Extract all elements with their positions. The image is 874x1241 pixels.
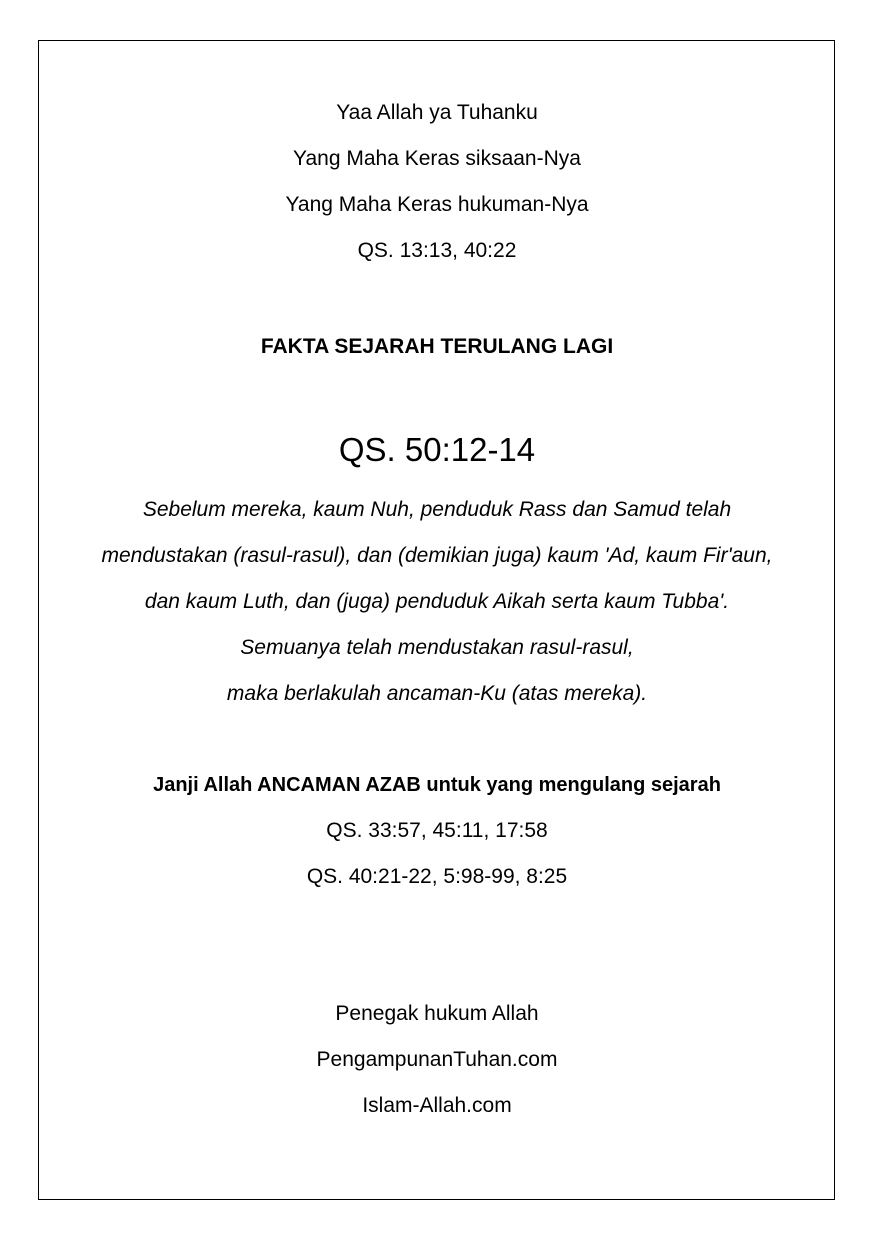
intro-line: Yaa Allah ya Tuhanku [336, 101, 538, 124]
warning-title: Janji Allah ANCAMAN AZAB untuk yang mengulang sejarah [153, 774, 721, 796]
verse-line: dan kaum Luth, dan (juga) penduduk Aikah serta kaum Tubba'. [144, 590, 730, 613]
footer-line: Penegak hukum Allah [335, 1002, 539, 1025]
warning-reference: QS. 33:57, 45:11, 17:58 [326, 819, 548, 842]
footer-website: PengampunanTuhan.com [316, 1048, 558, 1071]
verse-line: Sebelum mereka, kaum Nuh, penduduk Rass dan Samud telah [142, 498, 732, 521]
footer-website: Islam-Allah.com [362, 1094, 512, 1117]
verse-line: maka berlakulah ancaman-Ku (atas mereka). [226, 682, 648, 705]
page-heading: FAKTA SEJARAH TERULANG LAGI [260, 335, 614, 358]
verse-line: Semuanya telah mendustakan rasul-rasul, [240, 636, 634, 659]
intro-line: Yang Maha Keras siksaan-Nya [293, 147, 581, 170]
warning-reference: QS. 40:21-22, 5:98-99, 8:25 [306, 865, 568, 888]
intro-reference: QS. 13:13, 40:22 [357, 239, 517, 262]
intro-line: Yang Maha Keras hukuman-Nya [285, 193, 589, 216]
main-reference: QS. 50:12-14 [338, 431, 536, 468]
verse-line: mendustakan (rasul-rasul), dan (demikian juga) kaum 'Ad, kaum Fir'aun, [101, 544, 773, 567]
